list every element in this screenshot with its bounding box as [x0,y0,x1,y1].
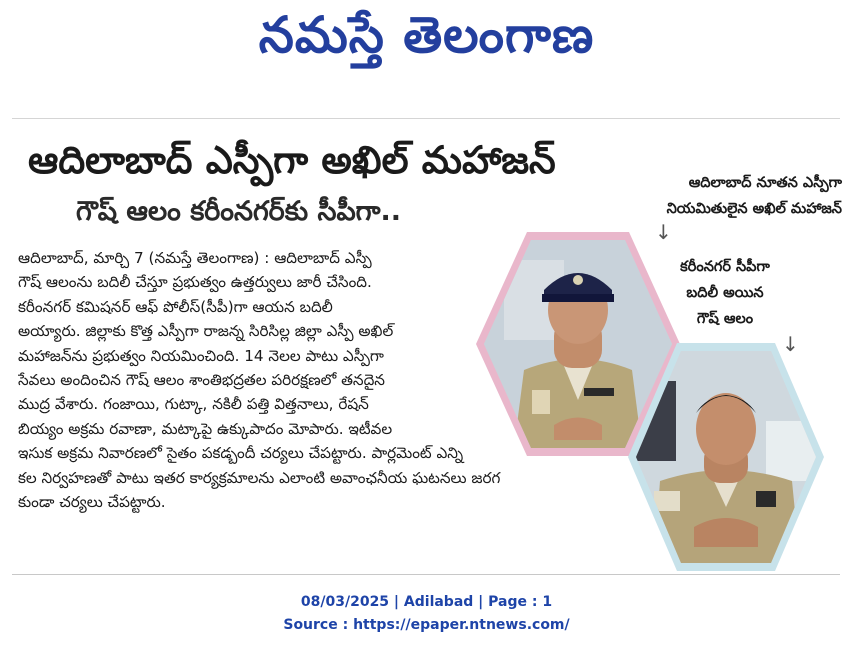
divider-top [12,118,840,119]
divider-bottom [12,574,840,575]
body-line: కుండా చర్యలు చేపట్టారు. [18,493,166,512]
article-headline: ఆదిలాబాద్ ఎస్పీగా అఖిల్ మహాజన్ [28,138,556,182]
masthead [0,0,853,80]
body-line: ఆదిలాబాద్, మార్చి 7 (నమస్తే తెలంగాణ) : ఆదిలాబాద్ ఎస్పీ [18,249,372,267]
arrow-down-icon: ↓ [782,332,799,356]
body-line: ఇసుక అక్రమ నివారణలో సైతం పకడ్బందీ చర్యలు చేపట్టారు. పార్లమెంట్ ఎన్ని [18,444,464,463]
photo-caption-new-sp [612,170,842,222]
body-line: ముద్ర వేశారు. గంజాయి, గుట్కా, నకిలీ పత్తి విత్తనాలు, రేషన్ [18,395,369,414]
caption-line: గౌష్ ఆలం [696,311,754,327]
body-line: గౌష్ ఆలంను బదిలీ చేస్తూ ప్రభుత్వం ఉత్తర్వులు జారీ చేసింది. [18,273,372,292]
caption-line: ఆదిలాబాద్ నూతన ఎస్పీగా [688,175,842,191]
article-subheadline: గౌష్ ఆలం కరీంనగర్‌కు సీపీగా.. [76,196,402,227]
caption-line: బదిలీ అయిన [686,285,764,301]
edition-info: 08/03/2025 | Adilabad | Page : 1 [300,594,553,610]
body-line: అయ్యారు. జిల్లాకు కొత్త ఎస్పీగా రాజన్న సిరిసిల్ల జిల్లా ఎస్పీ అఖిల్ [18,322,394,341]
body-line: సేవలు అందించిన గౌష్ ఆలం శాంతిభద్రతల పరిరక్షణలో తనదైన [18,371,385,390]
photo-caption-transferred-cp [655,254,795,332]
body-line: బియ్యం అక్రమ రవాణా, మట్కాపై ఉక్కుపాదం మోపారు. ఇటీవల [18,419,393,438]
body-line: మహాజన్‌ను ప్రభుత్వం నియమించింది. 14 నెలల పాటు ఎస్పీగా [18,346,384,365]
body-line: కరీంనగర్ కమిషనర్ ఆఫ్ పోలీస్(సీపీ)గా ఆయన బదిలీ [18,297,333,316]
newspaper-logo: నమస్తే తెలంగాణ [258,6,595,64]
caption-line: కరీంనగర్ సీపీగా [680,259,770,275]
arrow-down-icon: ↓ [655,220,672,244]
body-line: కల నిర్వహణతో పాటు ఇతర కార్యక్రమాలను ఎలాంటి అవాంఛనీయ ఘటనలు జరగ [18,468,501,487]
caption-line: నియమితులైన అఖిల్ మహాజన్ [666,201,842,217]
source-link[interactable]: Source : https://epaper.ntnews.com/ [283,617,570,633]
